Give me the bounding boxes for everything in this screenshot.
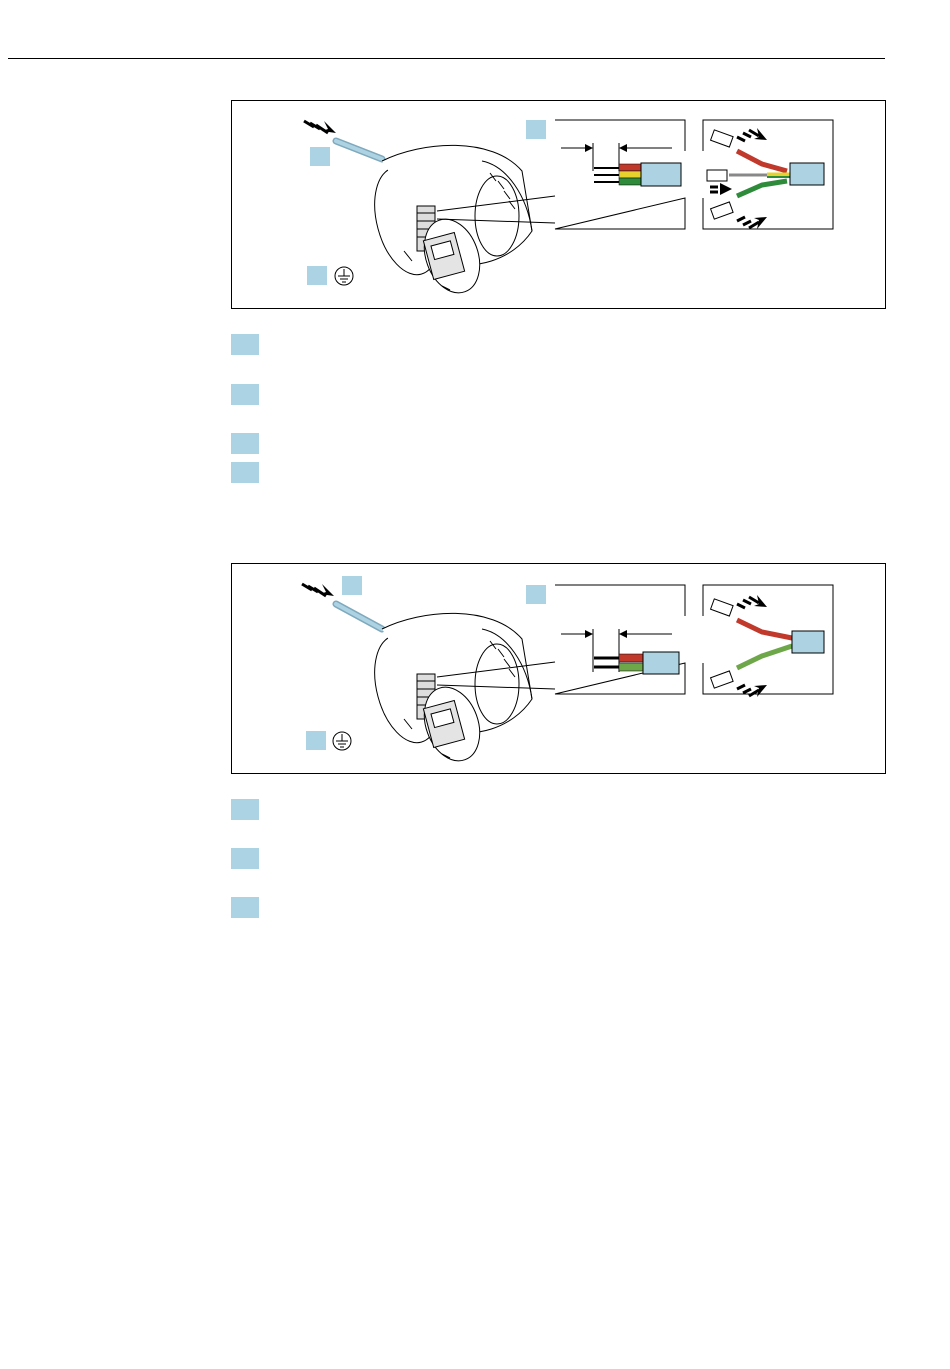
ground-icon bbox=[333, 732, 351, 750]
callout-2 bbox=[526, 585, 546, 604]
header-rule bbox=[8, 58, 885, 59]
ground-icon bbox=[335, 267, 353, 285]
legend-key-4 bbox=[231, 462, 259, 483]
figure-cable-preparation-three-core bbox=[231, 100, 886, 309]
callout-1 bbox=[310, 147, 330, 166]
legend-key-3 bbox=[231, 433, 259, 454]
detail-ferrules bbox=[707, 128, 824, 229]
callout-1 bbox=[342, 576, 362, 595]
ferrule-icon bbox=[707, 170, 727, 181]
callout-3 bbox=[307, 266, 327, 285]
legend-key-7 bbox=[231, 897, 259, 918]
detail-ferrules bbox=[711, 595, 824, 697]
figure-1-drawing bbox=[232, 101, 885, 308]
legend-key-2 bbox=[231, 384, 259, 405]
transmitter-housing bbox=[364, 145, 532, 300]
cable bbox=[336, 141, 382, 159]
pull-arrow-icon bbox=[304, 121, 336, 133]
pull-arrow-icon bbox=[302, 584, 334, 596]
callout-3 bbox=[306, 731, 326, 750]
ferrule-icon bbox=[711, 599, 734, 616]
transmitter-housing bbox=[364, 613, 532, 768]
legend-key-5 bbox=[231, 799, 259, 820]
ferrule-icon bbox=[711, 671, 734, 688]
ferrule-icon bbox=[711, 130, 734, 147]
figure-cable-preparation-two-core bbox=[231, 563, 886, 774]
callout-2 bbox=[526, 120, 546, 139]
cable bbox=[336, 604, 382, 629]
figure-2-drawing bbox=[232, 564, 885, 773]
ferrule-icon bbox=[711, 202, 734, 219]
legend-key-1 bbox=[231, 334, 259, 355]
legend-key-6 bbox=[231, 848, 259, 869]
